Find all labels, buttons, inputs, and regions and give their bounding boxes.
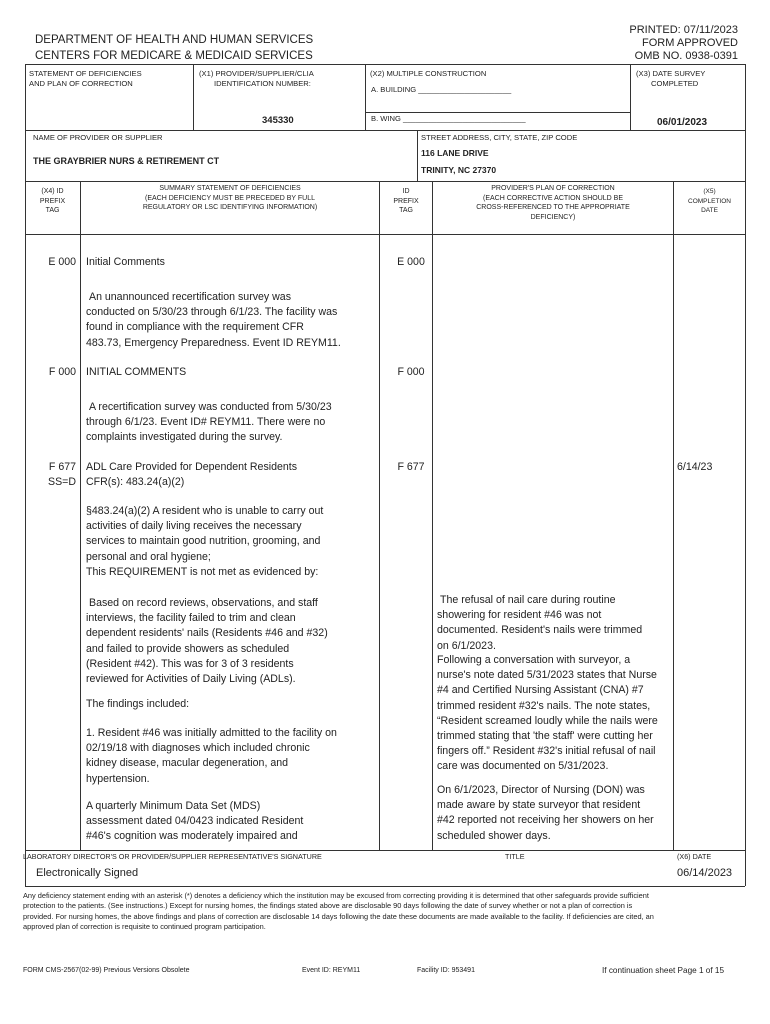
provider-label: NAME OF PROVIDER OR SUPPLIER [33, 133, 163, 142]
row-title-initial-comments-f: INITIAL COMMENTS [86, 366, 187, 378]
facility-id: Facility ID: 953491 [417, 967, 475, 974]
paragraph-e000: An unannounced recertification survey was conducted on 5/30/23 through 6/1/23. The facility was found in compliance with the requirement CFR 483.73, Emergency Preparedness. Event ID REYM11. [86, 291, 341, 349]
x3-label: (X3) DATE SURVEY [636, 69, 706, 78]
signature-date: 06/14/2023 [677, 867, 733, 879]
severity-scope: SS=D [48, 476, 76, 488]
plan-tag-e000: E 000 [397, 256, 425, 268]
id-header: ID PREFIX TAG [393, 188, 419, 214]
tag-f677: F 677 [48, 461, 76, 473]
x6-date-label: (X6) DATE [677, 852, 712, 861]
provider-name: THE GRAYBRIER NURS & RETIREMENT CT [33, 156, 220, 166]
printed-date: PRINTED: 07/11/2023 [629, 24, 738, 36]
plan-header: PROVIDER'S PLAN OF CORRECTION (EACH CORRECTIVE ACTION SHOULD BE CROSS-REFERENCED TO THE APPROPRIATE DEFICIENCY) [476, 185, 630, 221]
provider-id: 345330 [262, 115, 294, 126]
address-line-2: TRINITY, NC 27370 [421, 165, 497, 175]
x2-label: (X2) MULTIPLE CONSTRUCTION [370, 69, 487, 78]
agency-name: DEPARTMENT OF HEALTH AND HUMAN SERVICES [35, 34, 314, 46]
wing-field: B. WING _____________________________ [371, 114, 526, 123]
survey-completed-date: 06/01/2023 [657, 117, 708, 128]
row-title-adl-care: ADL Care Provided for Dependent Residents [86, 461, 298, 473]
findings-summary: Based on record reviews, observations, and staff interviews, the facility failed to trim and clean dependent residents' nails (Residents #46 and #32) and failed to provide showers as scheduled (Resident #42). This was for 3 of 3 residents reviewed for Activities of Daily Living (ADLs). [86, 597, 328, 686]
x5-header: (X5) COMPLETION DATE [688, 188, 731, 214]
x3-label-2: COMPLETED [651, 79, 699, 88]
statement-label-2: AND PLAN OF CORRECTION [29, 79, 133, 88]
building-field: A. BUILDING ______________________ [371, 85, 512, 94]
signature-label: LABORATORY DIRECTOR'S OR PROVIDER/SUPPLIER REPRESENTATIVE'S SIGNATURE [23, 852, 322, 861]
event-id: Event ID: REYM11 [302, 967, 361, 974]
tag-f000: F 000 [48, 366, 76, 378]
signature-value: Electronically Signed [36, 867, 139, 879]
finding-mds-assessment: A quarterly Minimum Data Set (MDS) assessment dated 04/0423 indicated Resident #46's cognition was moderately impaired and [86, 800, 304, 843]
finding-resident-46: 1. Resident #46 was initially admitted to the facility on 02/19/18 with diagnoses which included chronic kidney disease, macular degeneration, and hypertension. [86, 727, 337, 785]
regulation-text: §483.24(a)(2) A resident who is unable to carry out activities of daily living receives the necessary services to maintain good nutrition, grooming, and personal and oral hygiene; [86, 505, 324, 563]
page-indicator: If continuation sheet Page 1 of 15 [602, 966, 724, 975]
form-approved: FORM APPROVED [642, 37, 738, 49]
cfr-reference: CFR(s): 483.24(a)(2) [86, 476, 185, 488]
plan-resident-32: Following a conversation with surveyor, a nurse's note dated 5/31/2023 states that Nurse #4 and Certified Nursing Assistant (CNA) #7 trimmed resident #32's nails. The note states, “Resident screamed loudly while the nails were trimmed stating that 'the staff' were cutting her fingers off.” Resident #32's initial refusal of nail care was documented on 5/31/2023. [437, 654, 658, 773]
omb-number: OMB NO. 0938-0391 [634, 50, 738, 62]
form-number: FORM CMS-2567(02-99) Previous Versions Obsolete [23, 967, 190, 974]
statement-label: STATEMENT OF DEFICIENCIES [29, 69, 142, 78]
completion-date: 6/14/23 [677, 461, 713, 473]
summary-header: SUMMARY STATEMENT OF DEFICIENCIES (EACH DEFICIENCY MUST BE PRECEDED BY FULL REGULATORY OR LSC IDENTIFYING INFORMATION) [142, 185, 318, 211]
plan-tag-f677: F 677 [397, 461, 425, 473]
tag-e000: E 000 [48, 256, 76, 268]
findings-heading: The findings included: [86, 698, 190, 710]
requirement-statement: This REQUIREMENT is not met as evidenced by: [86, 566, 319, 578]
title-label: TITLE [505, 852, 525, 861]
plan-resident-46: The refusal of nail care during routine showering for resident #46 was not documented. Resident's nails were trimmed on 6/1/2023. [437, 594, 643, 652]
address-line-1: 116 LANE DRIVE [421, 148, 489, 158]
x1-label: (X1) PROVIDER/SUPPLIER/CLIA [199, 69, 314, 78]
plan-tag-f000: F 000 [397, 366, 425, 378]
paragraph-f000: A recertification survey was conducted from 5/30/23 through 6/1/23. Event ID# REYM11. There were no complaints investigated during the survey. [86, 401, 332, 444]
address-label: STREET ADDRESS, CITY, STATE, ZIP CODE [421, 133, 578, 142]
agency-subname: CENTERS FOR MEDICARE & MEDICAID SERVICES [35, 50, 313, 62]
disclaimer-text: Any deficiency statement ending with an asterisk (*) denotes a deficiency which the institution may be excused from correcting providing it is determined that other safeguards provide sufficient protection to the patients. (See instructions.) Except for nursing homes, the findings stated above are disclosable 90 days following the date of survey whether or not a plan of correction is provided. For nursing homes, the above findings and plans of correction are disclosable 14 days following the date these documents are made available to the facility. If deficiencies are cited, an approved plan of correction is requisite to continued program participation. [23, 891, 654, 931]
row-title-initial-comments: Initial Comments [86, 256, 165, 268]
x4-header: (X4) ID PREFIX TAG [39, 188, 66, 214]
x1-label-2: IDENTIFICATION NUMBER: [214, 79, 311, 88]
plan-resident-42: On 6/1/2023, Director of Nursing (DON) was made aware by state surveyor that resident #42 reported not receiving her showers on her scheduled shower days. [437, 784, 654, 842]
